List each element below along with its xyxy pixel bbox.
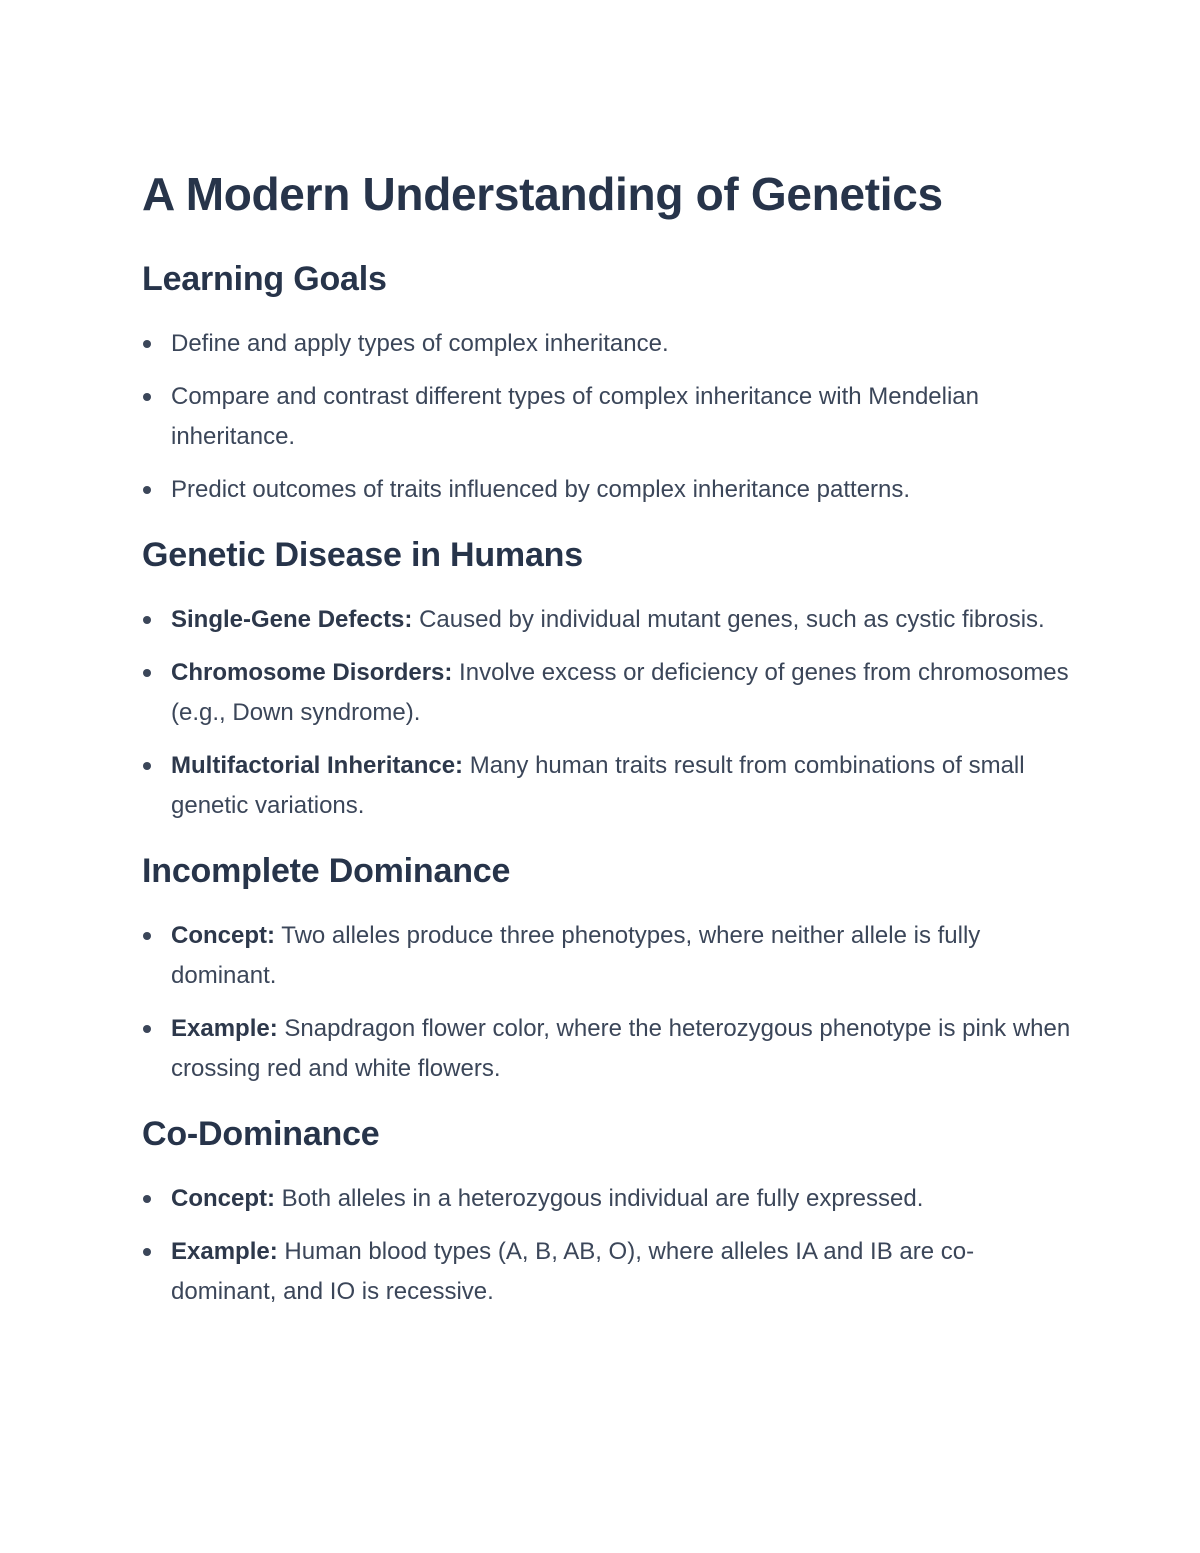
- bullet-icon: [143, 616, 151, 624]
- section-heading-learning-goals: Learning Goals: [142, 260, 387, 298]
- bullet-icon: [143, 762, 151, 770]
- list-item-label: Example:: [171, 1015, 278, 1042]
- list-item-text: Human blood types (A, B, AB, O), where alleles IA and IB are co-dominant, and IO is recessive.: [171, 1238, 975, 1305]
- list-item-label: Single-Gene Defects:: [171, 606, 413, 633]
- list-item: [142, 1232, 1072, 1312]
- genetic-disease-list: [142, 600, 1072, 826]
- list-item-text: Predict outcomes of traits influenced by complex inheritance patterns.: [171, 476, 911, 503]
- bullet-icon: [143, 486, 151, 494]
- list-item-text: Caused by individual mutant genes, such as cystic fibrosis.: [412, 606, 1045, 633]
- list-item-label: Concept:: [171, 922, 275, 949]
- bullet-icon: [143, 1248, 151, 1256]
- section-heading-genetic-disease: Genetic Disease in Humans: [142, 536, 583, 574]
- list-item-text: Many human traits result from combinations of small genetic variations.: [171, 752, 1025, 819]
- bullet-icon: [143, 1195, 151, 1203]
- list-item-label: Chromosome Disorders:: [171, 659, 453, 686]
- list-item: [142, 377, 1072, 457]
- list-item-text: Two alleles produce three phenotypes, where neither allele is fully dominant.: [171, 922, 981, 989]
- learning-goals-list: [142, 324, 1072, 510]
- list-item: [142, 653, 1072, 733]
- bullet-icon: [143, 669, 151, 677]
- co-dominance-list: [142, 1179, 1072, 1312]
- bullet-icon: [143, 1025, 151, 1033]
- bullet-icon: [143, 393, 151, 401]
- page-title: A Modern Understanding of Genetics: [142, 168, 943, 220]
- bullet-icon: [143, 932, 151, 940]
- list-item-label: Concept:: [171, 1185, 275, 1212]
- list-item-label: Multifactorial Inheritance:: [171, 752, 464, 779]
- bullet-icon: [143, 340, 151, 348]
- list-item: [142, 1179, 1072, 1219]
- list-item: [142, 324, 1072, 364]
- list-item: [142, 600, 1072, 640]
- document-page: [142, 166, 1072, 1336]
- list-item-text: Define and apply types of complex inheritance.: [171, 330, 669, 357]
- list-item-text: Involve excess or deficiency of genes from chromosomes (e.g., Down syndrome).: [171, 659, 1069, 726]
- list-item: [142, 470, 1072, 510]
- list-item: [142, 746, 1072, 826]
- list-item-text: Both alleles in a heterozygous individual are fully expressed.: [275, 1185, 924, 1212]
- incomplete-dominance-list: [142, 916, 1072, 1089]
- section-heading-co-dominance: Co-Dominance: [142, 1115, 380, 1153]
- list-item: [142, 916, 1072, 996]
- list-item: [142, 1009, 1072, 1089]
- list-item-text: Compare and contrast different types of complex inheritance with Mendelian inheritance.: [171, 383, 979, 450]
- list-item-label: Example:: [171, 1238, 278, 1265]
- list-item-text: Snapdragon flower color, where the heterozygous phenotype is pink when crossing red and white flowers.: [171, 1015, 1071, 1082]
- section-heading-incomplete-dominance: Incomplete Dominance: [142, 852, 511, 890]
